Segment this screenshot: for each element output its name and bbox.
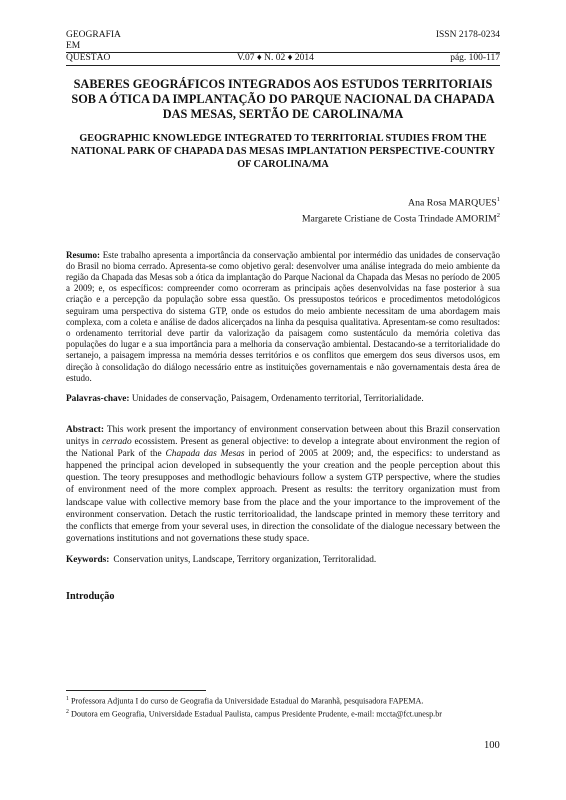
page-range: pág. 100-117	[450, 53, 500, 63]
footnotes	[66, 690, 500, 720]
footnote-2: $^2$ Doutora em Geografia, Universidade Estadual Paulista, campus Presidente Prudente, e-mail: mccta@fct.unesp.br	[66, 708, 443, 719]
issn: ISSN 2178-0234	[435, 30, 500, 40]
palavras-chave-text: Unidades de conservação, Paisagem, Ordenamento territorial, Territorialidade.	[129, 393, 424, 404]
abstract-text-1: This work present the importancy of environment conservation between about this Brazil conservation unitys in	[66, 424, 500, 448]
title-english: GEOGRAPHIC KNOWLEDGE INTEGRATED TO TERRITORIAL STUDIES FROM THE NATIONAL PARK OF CHAPADA DAS MESAS IMPLANTATION PERSPECTIVE-COUNTRY OF CAROLINA/MA	[70, 133, 496, 170]
authors	[66, 193, 500, 226]
author-2: Margarete Cristiane de Costa Trindade AMORIM$^2$	[301, 212, 500, 225]
keywords-label: Keywords:	[66, 554, 110, 565]
keywords	[66, 555, 500, 566]
abstract	[66, 424, 500, 545]
section-heading: Introdução	[66, 590, 115, 602]
title-portuguese: SABERES GEOGRÁFICOS INTEGRADOS AOS ESTUDOS TERRITORIAIS SOB A ÓTICA DA IMPLANTAÇÃO DO PARQUE NACIONAL DA CHAPADA DAS MESAS, SERTÃO DE CAROLINA/MA	[71, 77, 495, 121]
abstract-label: Abstract:	[66, 424, 105, 435]
abstract-text-3: in period of 2005 at 2009; and, the especifics: to understand as happened the principal acion developed in subsequently the your creation and the people perception about this question. The teory presupposes and methodlogic behaviours follow a system GTP perspective, where the studies of environment need of the more complex approach. Present as results: the territory organization must from landscape value with collective memory base from the place and the your importance to the improvement of the environment conservation. Detach the rustic territorioalidad, the landscape printed in memory these territory and the conflicts that emerge from your several uses, in direction the consolidate of the dialogue necessary between the governations institutions and not governations these study space.	[66, 449, 501, 544]
journal-name-line1: GEOGRAFIA	[66, 30, 121, 40]
resumo	[66, 250, 500, 384]
journal-name-line3: QUESTÃO	[66, 53, 111, 63]
volume-number: V.07 ♦ N. 02 ♦ 2014	[237, 53, 314, 63]
palavras-chave	[66, 394, 500, 405]
keywords-text: Conservation unitys, Landscape, Territory organization, Territoralidad.	[113, 554, 377, 565]
palavras-chave-label: Palavras-chave:	[66, 393, 130, 404]
footnote-ref-2: 2	[496, 212, 500, 220]
footnote-ref-1: 1	[496, 196, 500, 203]
page-content	[66, 30, 500, 602]
abstract-italic-2: Chapada das Mesas	[165, 449, 245, 460]
footnote-1: $^1$ Professora Adjunta I do curso de Geografia da Universidade Estadual do Maranhã, pesquisadora FAPEMA.	[66, 696, 424, 706]
journal-name-line2: EM	[66, 41, 81, 51]
resumo-label: Resumo:	[66, 249, 100, 260]
abstract-text-2: ecossistem. Present as general objective: to develop a integrate about environment the region of the National Park of the	[66, 437, 500, 460]
journal-header	[66, 30, 500, 66]
footnote-rule	[66, 690, 206, 691]
abstract-italic-1: cerrado	[101, 437, 132, 448]
author-1: Ana Rosa MARQUES$^1$	[408, 196, 500, 209]
page-number: 100	[484, 740, 500, 751]
resumo-text: Este trabalho apresenta a importância da conservação ambiental por intermédio das unidades de conservação do Brasil no bioma cerrado. Apresenta-se como objetivo geral: desenvolver uma análise integrada do meio ambiente da região da Chapada das Mesas sob a ótica da implantação do Parque Nacional da Chapada das Mesas no período de 2005 a 2009; e, os específicos: compreender como ocorreram as principais ações desenvolvidas na fase posterior à sua criação e a percepção da população sobre essa questão. Os pressupostos teóricos e procedimentos metodológicos seguiram uma perspectiva do sistema GTP, onde os estudos do meio ambiente necessitam de uma abordagem mais complexa, com a coleta e análise de dados alicerçados na linha da pesquisa qualitativa. Apresentam-se como resultados: o ordenamento territorial deve partir da valorização da paisagem como sustentáculo da memória coletiva das populações do lugar e a sua importância para a melhoria da conservação ambiental. Destacando-se a territorialidade do sertanejo, a paisagem impressa na memória desses territórios e os conflitos que emergem dos seus diversos usos, em direção à consolidação do diálogo necessário entre as instituições governamentais e não governamentais desta área de estudo.	[66, 249, 500, 383]
